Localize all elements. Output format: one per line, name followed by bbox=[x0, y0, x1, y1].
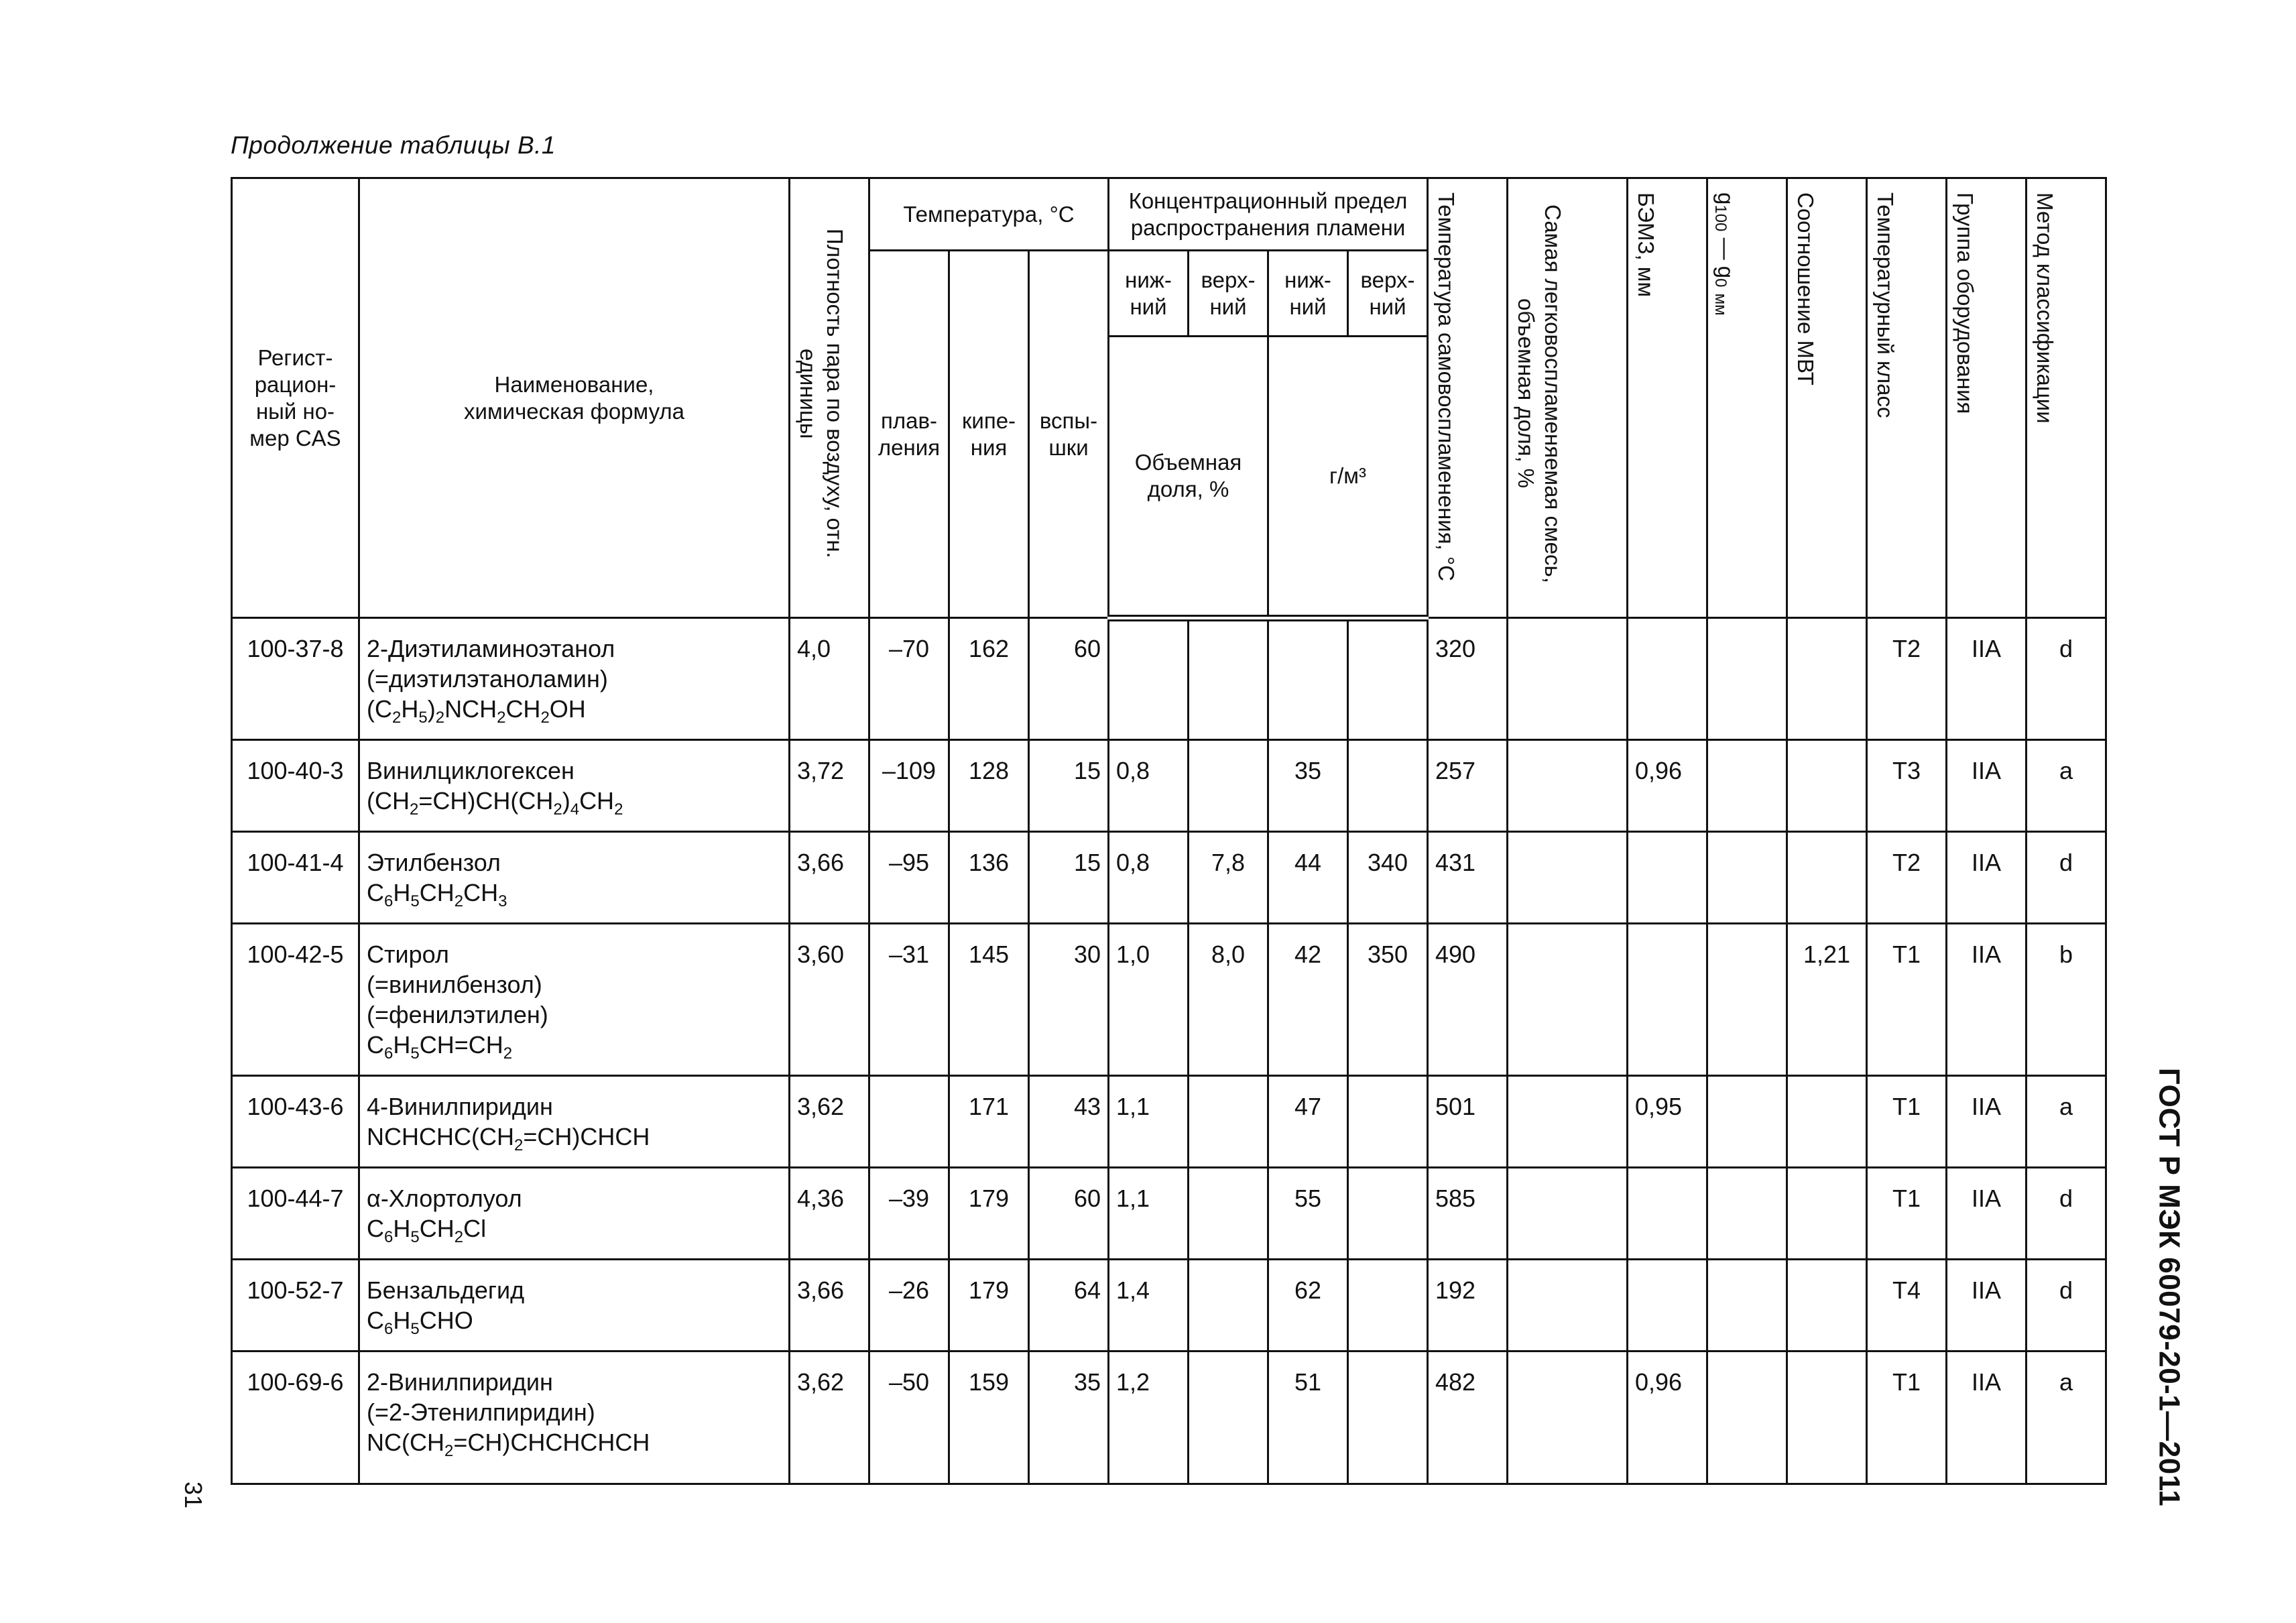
header-equip-group: Группа оборудования bbox=[1947, 178, 2027, 618]
upper-vol-cell: 7,8 bbox=[1189, 832, 1268, 924]
method-cell: d bbox=[2027, 832, 2106, 924]
boiling-cell: 171 bbox=[949, 1076, 1029, 1168]
temp-class-cell: T1 bbox=[1867, 1076, 1947, 1168]
equip-group-cell: IIA bbox=[1947, 1351, 2027, 1484]
name-cell bbox=[359, 1168, 790, 1260]
mic-ratio-cell bbox=[1787, 832, 1867, 924]
lower-vol-cell: 1,4 bbox=[1109, 1260, 1189, 1351]
cas-cell: 100-43-6 bbox=[232, 1076, 359, 1168]
table-header bbox=[232, 178, 2106, 618]
name-line: 4-Винилпиридин bbox=[367, 1093, 553, 1120]
upper-g-cell bbox=[1348, 1351, 1428, 1484]
upper-vol-cell bbox=[1189, 1260, 1268, 1351]
autoignition-cell: 320 bbox=[1428, 618, 1508, 740]
g100-cell bbox=[1707, 618, 1787, 740]
cas-cell: 100-40-3 bbox=[232, 740, 359, 832]
density-cell: 3,72 bbox=[790, 740, 869, 832]
header-flash: вспы-шки bbox=[1029, 251, 1109, 618]
table-row bbox=[232, 1076, 2106, 1168]
flash-cell: 60 bbox=[1029, 618, 1109, 740]
header-name: Наименование, химическая формула bbox=[359, 178, 790, 618]
name-cell bbox=[359, 1351, 790, 1484]
density-cell: 4,0 bbox=[790, 618, 869, 740]
name-line: Бензальдегид bbox=[367, 1276, 525, 1304]
table-row bbox=[232, 924, 2106, 1076]
g100-cell bbox=[1707, 1076, 1787, 1168]
besm-cell bbox=[1628, 1168, 1707, 1260]
boiling-cell: 128 bbox=[949, 740, 1029, 832]
lower-vol-cell: 0,8 bbox=[1109, 740, 1189, 832]
temp-class-cell: T4 bbox=[1867, 1260, 1947, 1351]
melting-cell: –39 bbox=[869, 1168, 949, 1260]
name-cell bbox=[359, 740, 790, 832]
upper-vol-cell bbox=[1189, 740, 1268, 832]
equip-group-cell: IIA bbox=[1947, 924, 2027, 1076]
name-line: (=винилбензол) bbox=[367, 971, 542, 998]
boiling-cell: 162 bbox=[949, 618, 1029, 740]
table-row bbox=[232, 1260, 2106, 1351]
name-cell bbox=[359, 832, 790, 924]
upper-vol-cell: 8,0 bbox=[1189, 924, 1268, 1076]
lower-vol-cell: 1,2 bbox=[1109, 1351, 1189, 1484]
density-cell: 3,62 bbox=[790, 1351, 869, 1484]
boiling-cell: 136 bbox=[949, 832, 1029, 924]
table-row bbox=[232, 1351, 2106, 1484]
header-gm3: г/м³ bbox=[1268, 337, 1428, 618]
most-flammable-cell bbox=[1508, 618, 1628, 740]
header-density: Плотность пара по воздуху, отн. единицы bbox=[790, 178, 869, 618]
name-line: (=2-Этенилпиридин) bbox=[367, 1398, 595, 1426]
flash-cell: 30 bbox=[1029, 924, 1109, 1076]
flash-cell: 35 bbox=[1029, 1351, 1109, 1484]
mic-ratio-cell bbox=[1787, 1260, 1867, 1351]
table-row bbox=[232, 740, 2106, 832]
table-caption: Продолжение таблицы В.1 bbox=[231, 131, 556, 159]
name-line: 2-Диэтиламиноэтанол bbox=[367, 635, 615, 662]
g100-cell bbox=[1707, 1260, 1787, 1351]
density-cell: 4,36 bbox=[790, 1168, 869, 1260]
data-table bbox=[231, 177, 2107, 1485]
most-flammable-cell bbox=[1508, 924, 1628, 1076]
upper-vol-cell bbox=[1189, 1168, 1268, 1260]
header-upper-g: верх-ний bbox=[1348, 251, 1428, 337]
temp-class-cell: T2 bbox=[1867, 618, 1947, 740]
mic-ratio-cell: 1,21 bbox=[1787, 924, 1867, 1076]
besm-cell: 0,95 bbox=[1628, 1076, 1707, 1168]
method-cell: a bbox=[2027, 1076, 2106, 1168]
temp-class-cell: T1 bbox=[1867, 924, 1947, 1076]
table-row bbox=[232, 832, 2106, 924]
header-mic-ratio: Соотношение МВТ bbox=[1787, 178, 1867, 618]
cas-cell: 100-42-5 bbox=[232, 924, 359, 1076]
cas-cell: 100-41-4 bbox=[232, 832, 359, 924]
mic-ratio-cell bbox=[1787, 1351, 1867, 1484]
boiling-cell: 145 bbox=[949, 924, 1029, 1076]
lower-g-cell: 42 bbox=[1268, 924, 1348, 1076]
flash-cell: 60 bbox=[1029, 1168, 1109, 1260]
g100-cell bbox=[1707, 1351, 1787, 1484]
name-line: $NC(CH_2=CH)CHCHCHCH$ bbox=[367, 1429, 650, 1460]
name-line: 2-Винилпиридин bbox=[367, 1368, 553, 1396]
name-line: Стирол bbox=[367, 941, 449, 968]
name-line: $(CH_2=CH)CH(CH_2)_4CH_2$ bbox=[367, 787, 623, 819]
upper-g-cell bbox=[1348, 1168, 1428, 1260]
g100-cell bbox=[1707, 832, 1787, 924]
most-flammable-cell bbox=[1508, 832, 1628, 924]
upper-vol-cell bbox=[1189, 1076, 1268, 1168]
melting-cell: –50 bbox=[869, 1351, 949, 1484]
upper-g-cell bbox=[1348, 618, 1428, 740]
lower-g-cell bbox=[1268, 618, 1348, 740]
header-autoignition: Температура самовоспламенения, °С bbox=[1428, 178, 1508, 618]
header-volume-fraction: Объемная доля, % bbox=[1109, 337, 1268, 618]
besm-cell: 0,96 bbox=[1628, 1351, 1707, 1484]
g100-cell bbox=[1707, 1168, 1787, 1260]
name-line: $(C_2H_5)_2NCH_2CH_2OH$ bbox=[367, 695, 586, 727]
autoignition-cell: 192 bbox=[1428, 1260, 1508, 1351]
upper-g-cell: 340 bbox=[1348, 832, 1428, 924]
mic-ratio-cell bbox=[1787, 618, 1867, 740]
document-designation: ГОСТ Р МЭК 60079-20-1—2011 bbox=[2153, 1067, 2186, 1507]
lower-g-cell: 35 bbox=[1268, 740, 1348, 832]
most-flammable-cell bbox=[1508, 1351, 1628, 1484]
most-flammable-cell bbox=[1508, 740, 1628, 832]
cas-cell: 100-52-7 bbox=[232, 1260, 359, 1351]
header-conc-limit: Концентрационный предел распространения пламени bbox=[1109, 178, 1428, 251]
boiling-cell: 179 bbox=[949, 1168, 1029, 1260]
besm-cell: 0,96 bbox=[1628, 740, 1707, 832]
table-row bbox=[232, 1168, 2106, 1260]
upper-g-cell: 350 bbox=[1348, 924, 1428, 1076]
lower-vol-cell bbox=[1109, 618, 1189, 740]
equip-group-cell: IIA bbox=[1947, 1168, 2027, 1260]
melting-cell: –31 bbox=[869, 924, 949, 1076]
besm-cell bbox=[1628, 924, 1707, 1076]
lower-g-cell: 44 bbox=[1268, 832, 1348, 924]
header-cas: Регист-рацион-ный но-мер CAS bbox=[232, 178, 359, 618]
name-cell bbox=[359, 1260, 790, 1351]
cas-cell: 100-37-8 bbox=[232, 618, 359, 740]
page-number: 31 bbox=[180, 1481, 207, 1509]
density-cell: 3,60 bbox=[790, 924, 869, 1076]
header-most-flammable: Самая легковоспламеняемая смесь, объемная доля, % bbox=[1508, 178, 1628, 618]
temp-class-cell: T3 bbox=[1867, 740, 1947, 832]
density-cell: 3,62 bbox=[790, 1076, 869, 1168]
equip-group-cell: IIA bbox=[1947, 740, 2027, 832]
autoignition-cell: 482 bbox=[1428, 1351, 1508, 1484]
method-cell: b bbox=[2027, 924, 2106, 1076]
header-lower-vol: ниж-ний bbox=[1109, 251, 1189, 337]
name-cell bbox=[359, 1076, 790, 1168]
besm-cell bbox=[1628, 832, 1707, 924]
name-line: $NCHCHC(CH_2=CH)CHCH$ bbox=[367, 1123, 650, 1154]
upper-g-cell bbox=[1348, 1260, 1428, 1351]
most-flammable-cell bbox=[1508, 1168, 1628, 1260]
name-line: $C_6H_5CH_2CH_3$ bbox=[367, 879, 507, 910]
method-cell: d bbox=[2027, 1168, 2106, 1260]
header-melting: плав-ления bbox=[869, 251, 949, 618]
lower-vol-cell: 1,1 bbox=[1109, 1168, 1189, 1260]
equip-group-cell: IIA bbox=[1947, 1076, 2027, 1168]
upper-vol-cell bbox=[1189, 618, 1268, 740]
upper-g-cell bbox=[1348, 740, 1428, 832]
method-cell: a bbox=[2027, 1351, 2106, 1484]
temp-class-cell: T2 bbox=[1867, 832, 1947, 924]
header-boiling: кипе-ния bbox=[949, 251, 1029, 618]
besm-cell bbox=[1628, 1260, 1707, 1351]
flash-cell: 64 bbox=[1029, 1260, 1109, 1351]
name-line: $C_6H_5CHO$ bbox=[367, 1307, 473, 1338]
most-flammable-cell bbox=[1508, 1076, 1628, 1168]
melting-cell bbox=[869, 1076, 949, 1168]
autoignition-cell: 431 bbox=[1428, 832, 1508, 924]
name-cell bbox=[359, 618, 790, 740]
autoignition-cell: 257 bbox=[1428, 740, 1508, 832]
lower-g-cell: 55 bbox=[1268, 1168, 1348, 1260]
lower-g-cell: 62 bbox=[1268, 1260, 1348, 1351]
equip-group-cell: IIA bbox=[1947, 1260, 2027, 1351]
mic-ratio-cell bbox=[1787, 1168, 1867, 1260]
temp-class-cell: T1 bbox=[1867, 1168, 1947, 1260]
besm-cell bbox=[1628, 618, 1707, 740]
name-line: Винилциклогексен bbox=[367, 757, 575, 784]
mic-ratio-cell bbox=[1787, 740, 1867, 832]
lower-g-cell: 47 bbox=[1268, 1076, 1348, 1168]
header-method: Метод классификации bbox=[2027, 178, 2106, 618]
name-line: α-Хлортолуол bbox=[367, 1185, 522, 1212]
mic-ratio-cell bbox=[1787, 1076, 1867, 1168]
temp-class-cell: T1 bbox=[1867, 1351, 1947, 1484]
name-line: Этилбензол bbox=[367, 849, 501, 876]
lower-vol-cell: 1,0 bbox=[1109, 924, 1189, 1076]
melting-cell: –109 bbox=[869, 740, 949, 832]
g100-cell bbox=[1707, 924, 1787, 1076]
method-cell: d bbox=[2027, 1260, 2106, 1351]
method-cell: d bbox=[2027, 618, 2106, 740]
header-g100: $g_{100}$ — $g_0$ $_{мм}$ bbox=[1707, 178, 1787, 618]
cas-cell: 100-69-6 bbox=[232, 1351, 359, 1484]
equip-group-cell: IIA bbox=[1947, 832, 2027, 924]
upper-g-cell bbox=[1348, 1076, 1428, 1168]
density-cell: 3,66 bbox=[790, 1260, 869, 1351]
flash-cell: 15 bbox=[1029, 740, 1109, 832]
table-body bbox=[232, 618, 2106, 1484]
lower-vol-cell: 1,1 bbox=[1109, 1076, 1189, 1168]
boiling-cell: 179 bbox=[949, 1260, 1029, 1351]
autoignition-cell: 585 bbox=[1428, 1168, 1508, 1260]
name-line: (=фенилэтилен) bbox=[367, 1001, 548, 1028]
melting-cell: –26 bbox=[869, 1260, 949, 1351]
flash-cell: 15 bbox=[1029, 832, 1109, 924]
cas-cell: 100-44-7 bbox=[232, 1168, 359, 1260]
lower-g-cell: 51 bbox=[1268, 1351, 1348, 1484]
melting-cell: –70 bbox=[869, 618, 949, 740]
equip-group-cell: IIA bbox=[1947, 618, 2027, 740]
name-cell bbox=[359, 924, 790, 1076]
name-line: (=диэтилэтаноламин) bbox=[367, 665, 608, 693]
density-cell: 3,66 bbox=[790, 832, 869, 924]
table-row bbox=[232, 618, 2106, 740]
header-temperature: Температура, °С bbox=[869, 178, 1109, 251]
flash-cell: 43 bbox=[1029, 1076, 1109, 1168]
upper-vol-cell bbox=[1189, 1351, 1268, 1484]
name-line: $C_6H_5CH=CH_2$ bbox=[367, 1031, 513, 1063]
boiling-cell: 159 bbox=[949, 1351, 1029, 1484]
name-line: $C_6H_5CH_2Cl$ bbox=[367, 1215, 487, 1246]
g100-cell bbox=[1707, 740, 1787, 832]
lower-vol-cell: 0,8 bbox=[1109, 832, 1189, 924]
most-flammable-cell bbox=[1508, 1260, 1628, 1351]
header-upper-vol: верх-ний bbox=[1189, 251, 1268, 337]
header-lower-g: ниж-ний bbox=[1268, 251, 1348, 337]
autoignition-cell: 501 bbox=[1428, 1076, 1508, 1168]
header-besm: БЭМЗ, мм bbox=[1628, 178, 1707, 618]
autoignition-cell: 490 bbox=[1428, 924, 1508, 1076]
melting-cell: –95 bbox=[869, 832, 949, 924]
method-cell: a bbox=[2027, 740, 2106, 832]
header-temp-class: Температурный класс bbox=[1867, 178, 1947, 618]
